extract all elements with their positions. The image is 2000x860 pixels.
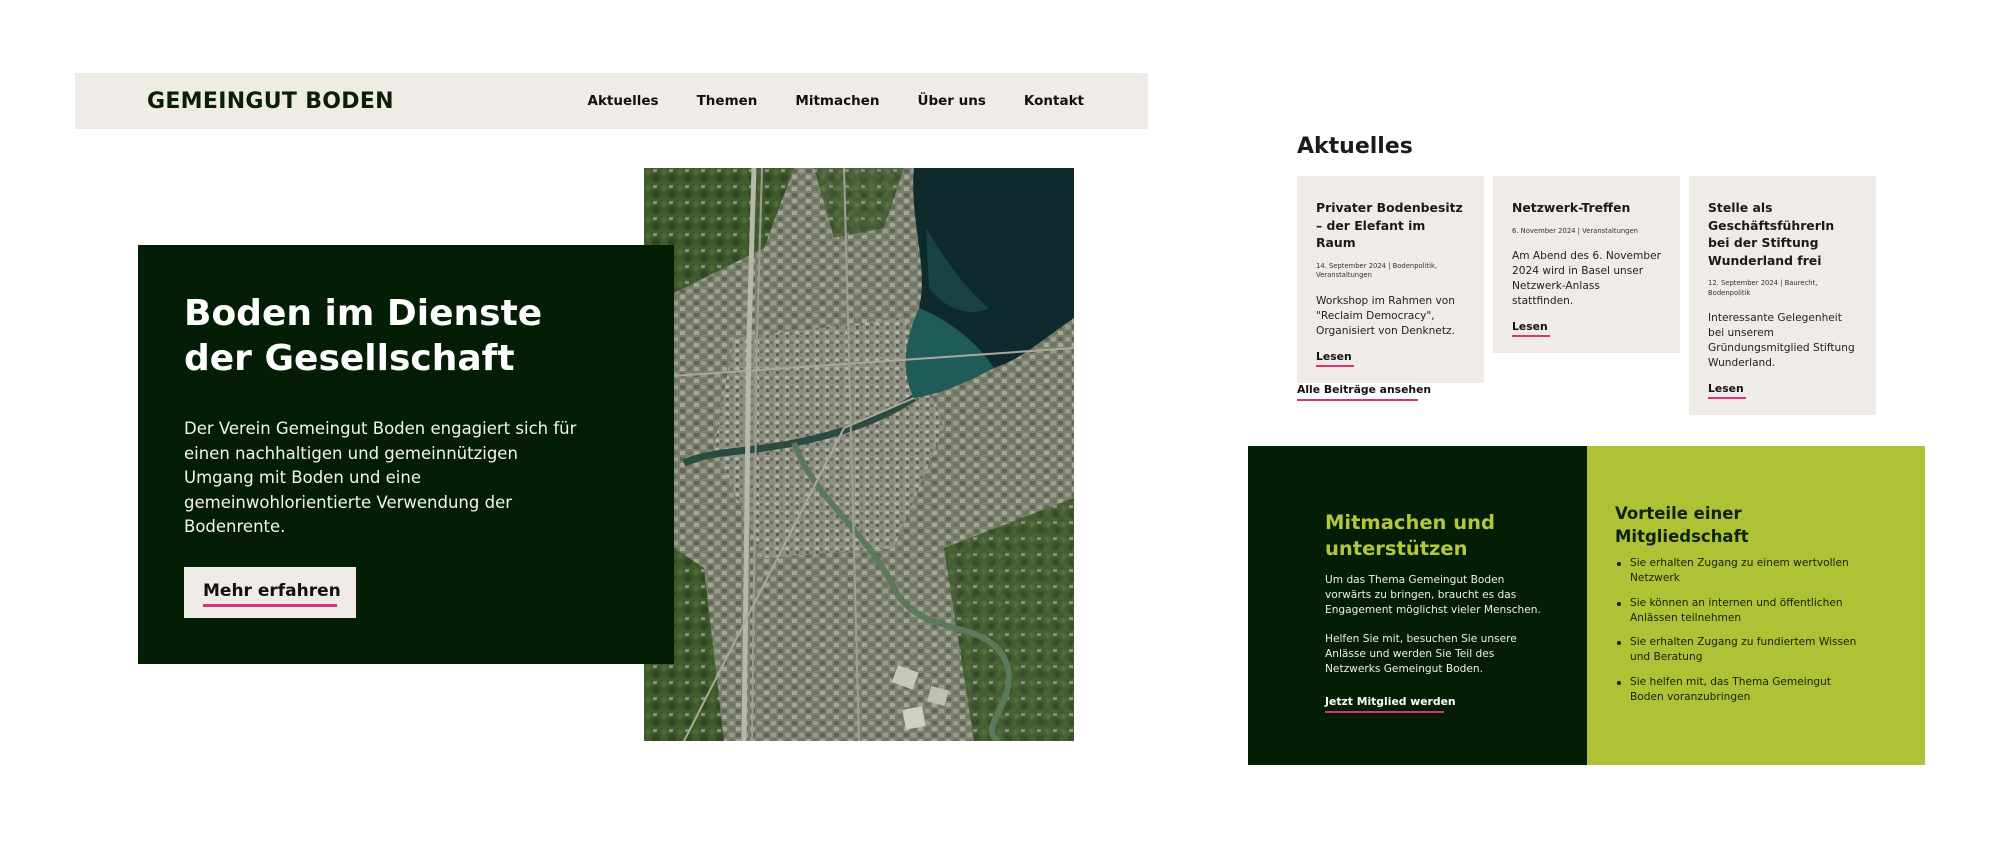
- news-card-read-link[interactable]: Lesen: [1512, 320, 1548, 337]
- nav-item-ueber-uns[interactable]: Über uns: [917, 93, 986, 109]
- news-card-meta: 12. September 2024 | Baurecht, Bodenpolitik: [1708, 279, 1818, 297]
- main-nav: [550, 73, 1085, 129]
- mehr-erfahren-label: Mehr erfahren: [203, 581, 341, 601]
- site-logo[interactable]: GEMEINGUT BODEN: [147, 89, 394, 114]
- aerial-city-map: [644, 168, 1074, 741]
- news-card-title[interactable]: Privater Bodenbesitz – der Elefant im Raum: [1316, 200, 1463, 250]
- nav-item-mitmachen[interactable]: Mitmachen: [795, 93, 880, 109]
- news-card: [1689, 176, 1876, 415]
- benefits-title: Vorteile einer Mitgliedschaft: [1615, 504, 1749, 546]
- hero-panel: [138, 245, 674, 664]
- benefits-list: [1615, 556, 1862, 714]
- join-panel: [1248, 446, 1587, 765]
- become-member-link[interactable]: Jetzt Mitglied werden: [1325, 695, 1456, 713]
- news-card-title[interactable]: Netzwerk-Treffen: [1512, 200, 1631, 215]
- nav-item-aktuelles[interactable]: Aktuelles: [587, 93, 659, 109]
- benefit-item: Sie können an internen und öffentlichen Anlässen teilnehmen: [1630, 596, 1862, 626]
- news-card-meta: 6. November 2024 | Veranstaltungen: [1512, 226, 1638, 235]
- benefit-item: Sie erhalten Zugang zu fundiertem Wissen und Beratung: [1630, 635, 1862, 665]
- news-heading: Aktuelles: [1297, 134, 1413, 159]
- hero-description: Der Verein Gemeingut Boden engagiert sich für einen nachhaltigen und gemeinnützigen Umgang mit Boden und eine gemeinwohlorientierte Verwendung der Bodenrente.: [184, 419, 577, 536]
- mehr-erfahren-button[interactable]: [184, 567, 356, 618]
- join-paragraph-1: Um das Thema Gemeingut Boden vorwärts zu bringen, braucht es das Engagement möglichst vieler Menschen.: [1325, 574, 1541, 616]
- hero-title: Boden im Dienste der Gesellschaft: [184, 293, 543, 379]
- join-paragraph-2: Helfen Sie mit, besuchen Sie unsere Anlässe und werden Sie Teil des Netzwerks Gemeingut Boden.: [1325, 633, 1517, 675]
- news-card-text: Workshop im Rahmen von "Reclaim Democracy", Organisiert von Denknetz.: [1316, 294, 1455, 337]
- news-card-title[interactable]: Stelle als GeschäftsführerIn bei der Stiftung Wunderland frei: [1708, 200, 1835, 268]
- news-card-text: Am Abend des 6. November 2024 wird in Basel unser Netzwerk-Anlass stattfinden.: [1512, 250, 1661, 307]
- hero-aerial-image: [644, 168, 1074, 741]
- news-card: [1297, 176, 1484, 383]
- news-card: [1493, 176, 1680, 353]
- news-card-text: Interessante Gelegenheit bei unserem Gründungsmitglied Stiftung Wunderland.: [1708, 312, 1855, 369]
- site-header: [75, 73, 1148, 129]
- button-underline-accent: [203, 604, 337, 607]
- all-posts-link[interactable]: Alle Beiträge ansehen: [1297, 383, 1431, 401]
- benefit-item: Sie helfen mit, das Thema Gemeingut Boden voranzubringen: [1630, 675, 1862, 705]
- benefit-item: Sie erhalten Zugang zu einem wertvollen Netzwerk: [1630, 556, 1862, 586]
- benefits-panel: [1587, 446, 1925, 765]
- news-card-read-link[interactable]: Lesen: [1708, 382, 1744, 399]
- news-card-read-link[interactable]: Lesen: [1316, 350, 1352, 367]
- nav-item-kontakt[interactable]: Kontakt: [1023, 93, 1084, 109]
- nav-item-themen[interactable]: Themen: [696, 93, 758, 109]
- join-title: Mitmachen und unterstützen: [1325, 511, 1495, 560]
- news-card-meta: 14. September 2024 | Bodenpolitik, Veranstaltungen: [1316, 261, 1438, 279]
